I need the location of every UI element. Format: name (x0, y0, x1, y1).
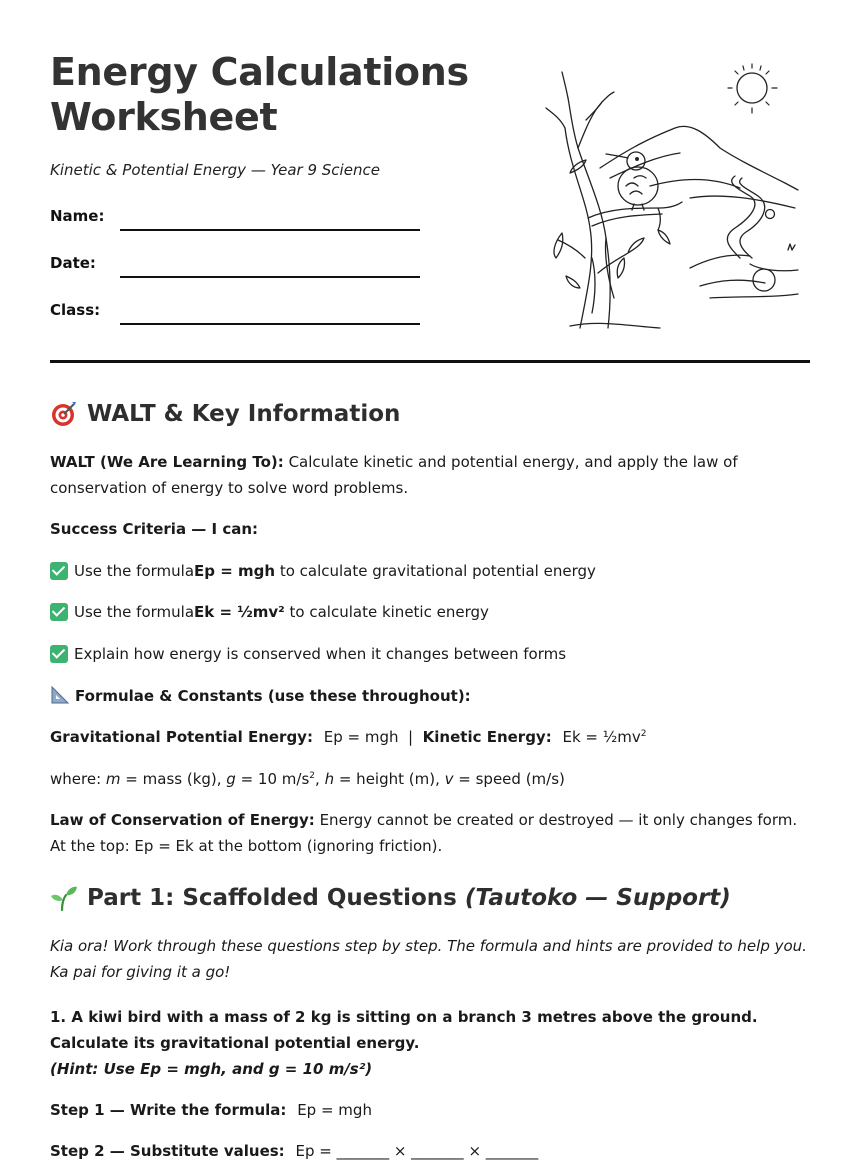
step-2-label: Step 2 — Substitute values: (50, 1142, 285, 1160)
var-g-exponent: 2 (309, 771, 316, 781)
var-g-def: = 10 m/s (235, 770, 310, 788)
conservation-text: Energy cannot be created or destroyed — it only changes form. At the top: Ep = Ek at the bottom (ignoring friction). (50, 811, 798, 855)
worksheet-title (50, 50, 469, 140)
ke-label: Kinetic Energy: (422, 728, 552, 746)
formulae-line (50, 724, 810, 750)
step-1-value: Ep = mgh (297, 1101, 372, 1119)
class-label: Class: (50, 301, 101, 319)
criterion-2 (50, 599, 810, 625)
criterion-2-pre: Use the formula (74, 603, 195, 621)
name-field-line[interactable] (120, 229, 420, 231)
ke-exponent: 2 (640, 729, 647, 739)
var-comma: , (315, 770, 325, 788)
var-h: h (324, 770, 335, 788)
header-divider (50, 360, 810, 363)
conservation-law (50, 807, 810, 859)
kiwi-bird-landscape-illustration (540, 58, 810, 338)
part1-heading (50, 884, 731, 912)
question-1 (50, 1004, 810, 1082)
where-prefix: where: (50, 770, 106, 788)
criterion-1-formula: Ep = mgh (194, 562, 276, 580)
var-m: m (105, 770, 121, 788)
walt-heading-text: WALT & Key Information (87, 401, 401, 427)
walt-statement (50, 449, 810, 501)
var-h-def: = height (m), (334, 770, 445, 788)
part1-heading-subtitle: (Tautoko — Support) (464, 885, 731, 911)
ke-formula: Ek = ½mv (562, 728, 641, 746)
variable-definitions (50, 766, 810, 792)
triangular-ruler-icon (50, 685, 70, 705)
step-1 (50, 1097, 810, 1123)
checkmark-icon (50, 645, 68, 663)
question-1-text: 1. A kiwi bird with a mass of 2 kg is sitting on a branch 3 metres above the ground. Calculate its gravitational potential energy. (50, 1008, 758, 1052)
title-line-1: Energy Calculations (50, 50, 469, 94)
title-line-2: Worksheet (50, 95, 278, 139)
walt-text: Calculate kinetic and potential energy, and apply the law of conservation of energy to solve word problems. (50, 453, 738, 497)
success-criteria-heading: Success Criteria — I can: (50, 520, 259, 538)
step-2 (50, 1138, 810, 1164)
checkmark-icon (50, 562, 68, 580)
target-dart-icon (50, 400, 78, 428)
var-v: v (444, 770, 454, 788)
step-2-answer-blanks[interactable]: Ep = _______ × _______ × _______ (295, 1142, 539, 1160)
criterion-1-pre: Use the formula (74, 562, 195, 580)
var-g: g (226, 770, 236, 788)
formulae-heading-text: Formulae & Constants (use these throughout): (75, 687, 471, 705)
seedling-icon (50, 884, 78, 912)
gpe-formula: Ep = mgh (323, 728, 399, 746)
formula-separator: | (408, 728, 414, 746)
checkmark-icon (50, 603, 68, 621)
conservation-label: Law of Conservation of Energy: (50, 811, 315, 829)
criterion-1-post: to calculate gravitational potential energy (275, 562, 596, 580)
criterion-3-text: Explain how energy is conserved when it changes between forms (74, 645, 567, 663)
formulae-heading (50, 683, 810, 709)
criterion-2-formula: Ek = ½mv² (194, 603, 285, 621)
walt-label: WALT (We Are Learning To): (50, 453, 284, 471)
date-label: Date: (50, 254, 96, 272)
criterion-2-post: to calculate kinetic energy (284, 603, 489, 621)
name-label: Name: (50, 207, 105, 225)
criterion-3 (50, 641, 810, 667)
var-v-def: = speed (m/s) (453, 770, 565, 788)
class-field-line[interactable] (120, 323, 420, 325)
question-1-hint: (Hint: Use Ep = mgh, and g = 10 m/s²) (50, 1060, 373, 1078)
part1-heading-text: Part 1: Scaffolded Questions (87, 885, 457, 911)
step-1-label: Step 1 — Write the formula: (50, 1101, 287, 1119)
walt-heading (50, 400, 400, 428)
criterion-1 (50, 558, 810, 584)
var-m-def: = mass (kg), (120, 770, 227, 788)
date-field-line[interactable] (120, 276, 420, 278)
part1-intro: Kia ora! Work through these questions step by step. The formula and hints are provided to help you. Ka pai for giving it a go! (50, 937, 807, 981)
gpe-label: Gravitational Potential Energy: (50, 728, 313, 746)
worksheet-subtitle: Kinetic & Potential Energy — Year 9 Science (50, 161, 380, 179)
